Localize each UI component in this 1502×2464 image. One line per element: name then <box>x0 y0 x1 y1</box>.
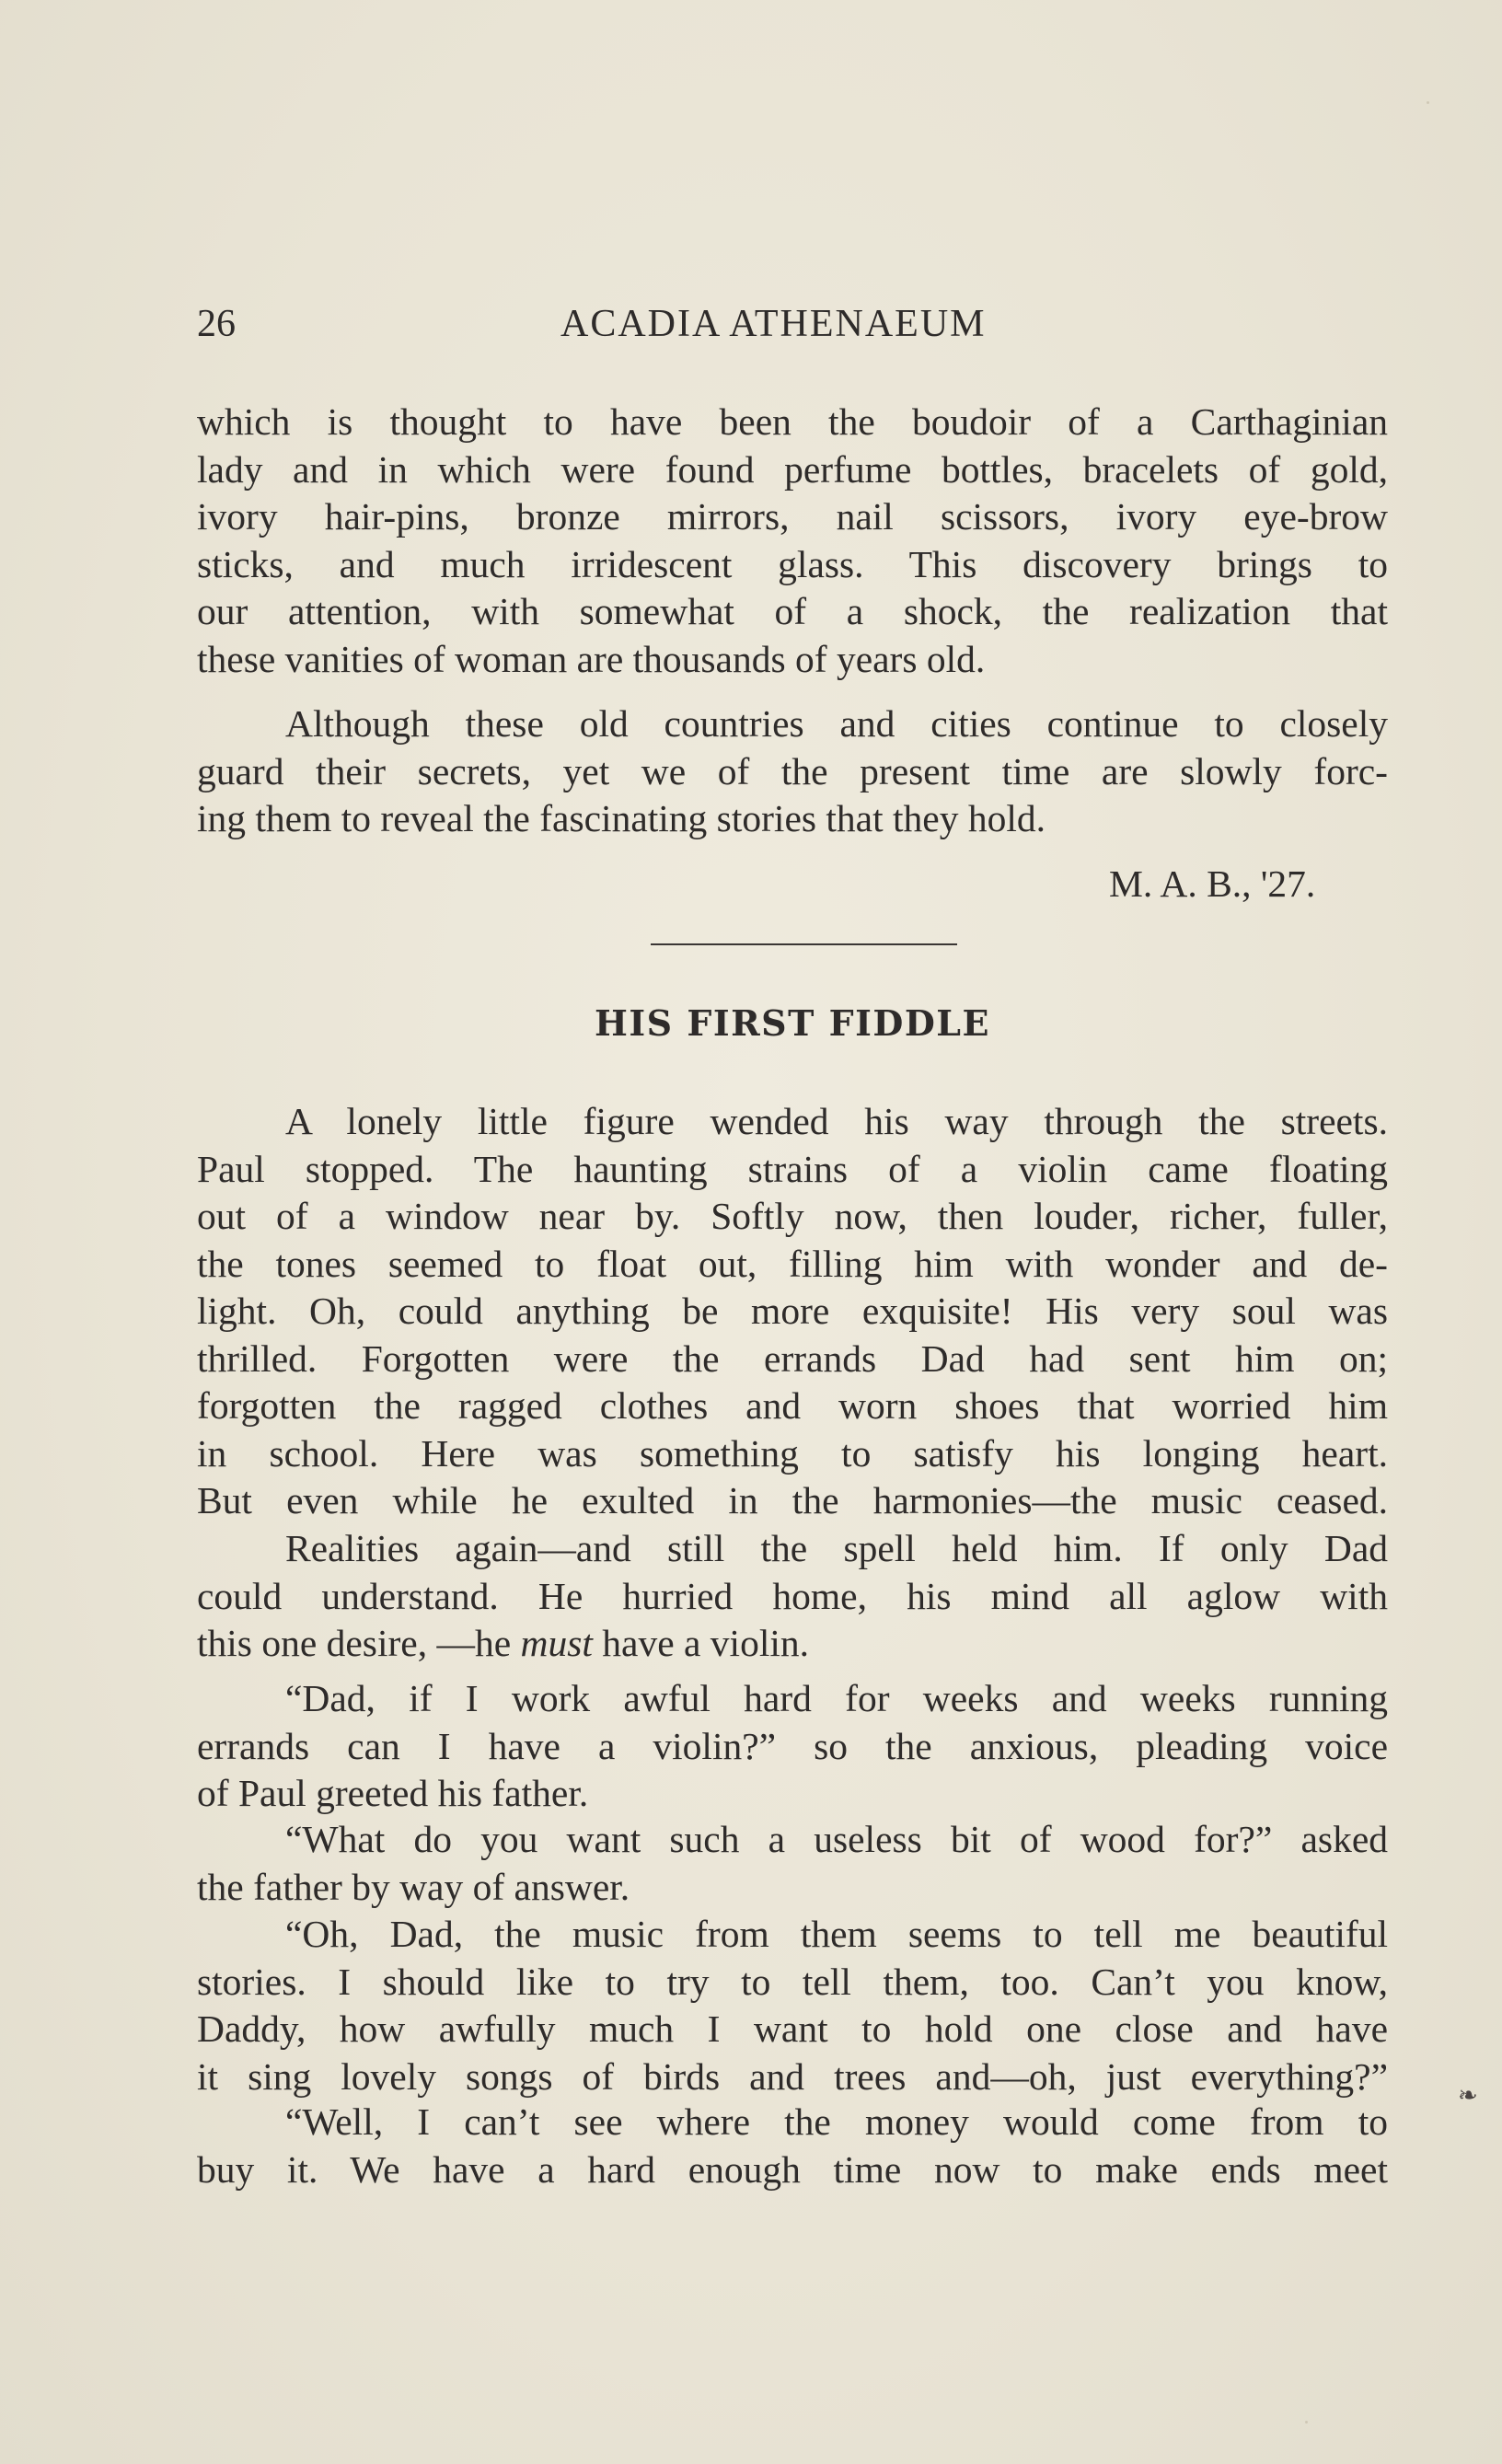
paragraph <box>197 2099 1388 2193</box>
paragraph <box>197 399 1388 683</box>
text-line: “Oh, Dad, the music from them seems to tell me beautiful <box>285 1913 1388 1955</box>
text-line: Realities again—and still the spell held him. If only Dad <box>285 1527 1388 1569</box>
article-title: HIS FIRST FIDDLE <box>595 1002 990 1044</box>
text-line: in school. Here was something to satisfy his longing heart. <box>197 1431 1388 1475</box>
text-run: this one desire, —he <box>197 1622 521 1664</box>
text-line: thrilled. Forgotten were the errands Dad had sent him on; <box>197 1336 1388 1380</box>
paragraph <box>197 700 1388 843</box>
page-header <box>197 296 1182 352</box>
paragraph <box>197 1525 1388 1668</box>
text-line: light. Oh, could anything be more exquisite! His very soul was <box>197 1290 1388 1332</box>
text-line: Paul stopped. The haunting strains of a violin came floating <box>197 1147 1388 1190</box>
printer-ornament-icon: ❧ <box>1458 2082 1478 2109</box>
text-run: have a violin. <box>592 1622 810 1664</box>
text-line: forgotten the ragged clothes and worn shoes that worried him <box>197 1384 1388 1427</box>
text-line: out of a window near by. Softly now, then louder, richer, fuller, <box>197 1195 1388 1237</box>
text-line: A lonely little figure wended his way through the streets. <box>285 1100 1388 1142</box>
text-line: Daddy, how awfully much I want to hold one close and have <box>197 2007 1388 2050</box>
text-line: errands can I have a violin?” so the anxious, pleading voice <box>197 1724 1388 1767</box>
text-line: buy it. We have a hard enough time now to make ends meet <box>197 2147 1388 2191</box>
text-line: our attention, with somewhat of a shock, the realization that <box>197 590 1388 632</box>
text-line: “Dad, if I work awful hard for weeks and weeks running <box>285 1677 1388 1719</box>
text-line: “What do you want such a useless bit of wood for?” asked <box>285 1818 1388 1860</box>
text-line: ing them to reveal the fascinating stories that they hold. <box>197 797 1046 839</box>
emphasis-word: must <box>520 1622 593 1664</box>
paragraph <box>197 1098 1388 1525</box>
text-line: lady and in which were found perfume bottles, bracelets of gold, <box>197 447 1388 491</box>
text-line: of Paul greeted his father. <box>197 1772 589 1814</box>
text-line: “Well, I can’t see where the money would come from to <box>285 2100 1388 2143</box>
text-line: it sing lovely songs of birds and trees and—oh, just everything?” <box>197 2054 1388 2098</box>
text-line: guard their secrets, yet we of the present time are slowly forc- <box>197 749 1388 792</box>
text-line: sticks, and much irridescent glass. This discovery brings to <box>197 542 1388 585</box>
text-line: the father by way of answer. <box>197 1865 630 1908</box>
text-line: But even while he exulted in the harmonies—the music ceased. <box>197 1479 1388 1521</box>
text-line: ivory hair-pins, bronze mirrors, nail scissors, ivory eye-brow <box>197 495 1388 538</box>
author-signature: M. A. B., '27. <box>1109 862 1316 905</box>
paragraph <box>197 1675 1388 1818</box>
paper-speck <box>1427 101 1429 104</box>
text-line: the tones seemed to float out, filling him with wonder and de- <box>197 1242 1388 1285</box>
paper-speck <box>1305 2421 1308 2424</box>
page-number: 26 <box>197 303 236 345</box>
paragraph <box>197 1816 1388 1911</box>
running-title: ACADIA ATHENAEUM <box>560 303 987 345</box>
text-line: which is thought to have been the boudoir of a Carthaginian <box>197 400 1388 443</box>
text-line: Although these old countries and cities continue to closely <box>285 702 1388 745</box>
section-divider <box>651 943 957 945</box>
paragraph <box>197 1911 1388 2100</box>
text-line: could understand. He hurried home, his mind all aglow with <box>197 1574 1388 1617</box>
text-line: stories. I should like to try to tell them, too. Can’t you know, <box>197 1960 1388 2003</box>
text-line: these vanities of woman are thousands of years old. <box>197 637 986 680</box>
text-line-with-emphasis <box>197 1620 1388 1668</box>
